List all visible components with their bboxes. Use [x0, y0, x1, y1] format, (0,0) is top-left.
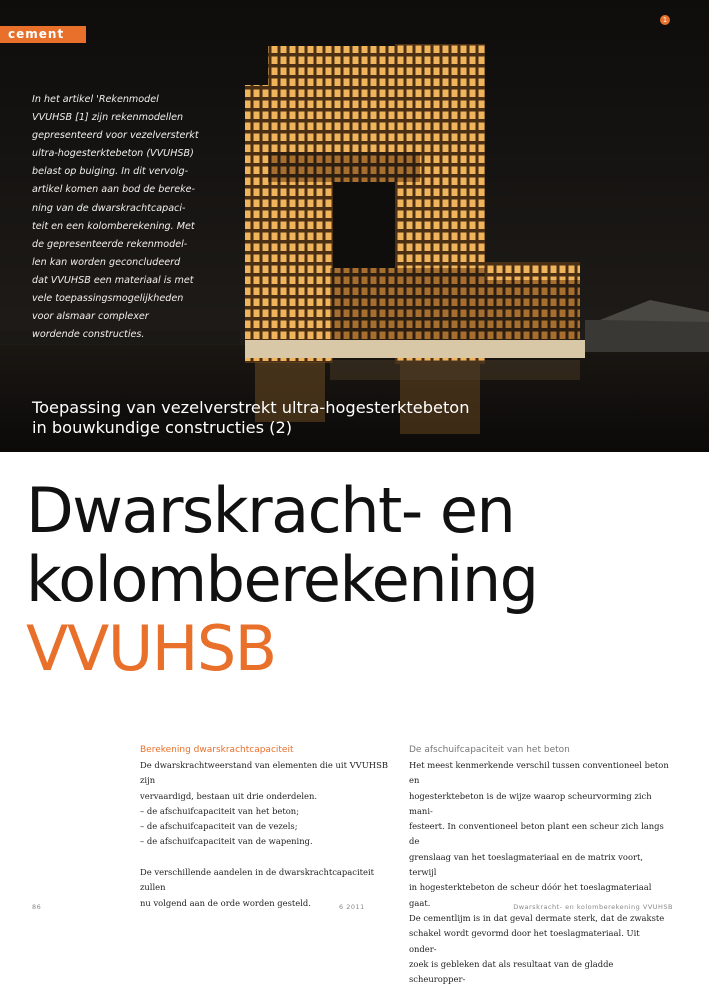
- title-accent-line: VVUHSB: [26, 612, 276, 685]
- page-number: 86: [32, 903, 42, 911]
- intro-line: In het artikel 'Rekenmodel: [32, 94, 159, 105]
- text-line: grenslaag van het toeslagmateriaal en de matrix voort, terwijl: [409, 851, 644, 878]
- intro-line: ultra-hogesterktebeton (VVUHSB): [32, 148, 194, 160]
- text-line: festeert. In conventioneel beton plant een scheur zich langs de: [409, 821, 664, 847]
- paragraph-gap: [140, 850, 400, 865]
- text-line: – de afschuifcapaciteit van de vezels;: [140, 821, 298, 832]
- issue-number: 6 2011: [339, 903, 365, 911]
- intro-line: VVUHSB [1] zijn rekenmodellen: [32, 112, 184, 124]
- text-line: De cementlijm is in dat geval dermate sterk, dat de zwakste: [409, 912, 665, 923]
- subtitle-line: Toepassing van vezelverstrekt ultra-hogesterktebeton: [32, 398, 470, 417]
- intro-line: len kan worden geconcludeerd: [32, 256, 181, 268]
- article-subtitle: [32, 398, 552, 438]
- text-line: zoek is gebleken dat als resultaat van de gladde scheuropper-: [409, 958, 614, 985]
- section-heading: Berekening dwarskrachtcapaciteit: [140, 745, 294, 755]
- text-line: hogesterktebeton is de wijze waarop scheurvorming zich mani-: [409, 790, 652, 816]
- intro-text: [32, 91, 212, 344]
- intro-line: wordende constructies.: [32, 329, 145, 341]
- article-title: [26, 476, 537, 683]
- text-line: Het meest kenmerkende verschil tussen conventioneel beton en: [409, 760, 669, 786]
- running-title: Dwarskracht- en kolomberekening VVUHSB: [513, 903, 673, 911]
- intro-line: teit en een kolomberekening. Met: [32, 220, 195, 232]
- right-column: [409, 743, 669, 987]
- intro-line: artikel komen aan bod de bereke-: [32, 184, 196, 196]
- text-line: vervaardigd, bestaan uit drie onderdelen.: [140, 790, 318, 801]
- text-line: nu volgend aan de orde worden gesteld.: [140, 897, 311, 908]
- intro-line: voor alsmaar complexer: [32, 311, 149, 323]
- intro-line: gepresenteerd voor vezelversterkt: [32, 130, 199, 142]
- text-line: schakel wordt gevormd door het toeslagmateriaal. Uit onder-: [409, 928, 640, 954]
- text-line: in hogesterktebeton de scheur dóór het toeslagmateriaal gaat.: [409, 882, 652, 908]
- hero-image: [0, 0, 709, 452]
- intro-line: de gepresenteerde rekenmodel-: [32, 238, 188, 250]
- section-heading: De afschuifcapaciteit van het beton: [409, 745, 570, 755]
- text-line: De dwarskrachtweerstand van elementen die uit VVUHSB zijn: [140, 760, 388, 786]
- intro-line: belast op buiging. In dit vervolg-: [32, 166, 189, 178]
- body-paragraph: [409, 758, 669, 987]
- text-line: – de afschuifcapaciteit van de wapening.: [140, 836, 313, 847]
- logo-text: cement: [8, 27, 65, 41]
- left-column: [140, 743, 400, 911]
- body-paragraph: [140, 758, 400, 850]
- page-marker-badge: 1: [660, 15, 670, 25]
- subtitle-line: in bouwkundige constructies (2): [32, 418, 293, 437]
- text-line: – de afschuifcapaciteit van het beton;: [140, 805, 300, 816]
- magazine-logo: [0, 26, 86, 43]
- title-line: Dwarskracht- en: [26, 474, 515, 547]
- text-line: De verschillende aandelen in de dwarskrachtcapaciteit zullen: [140, 867, 374, 893]
- intro-line: ning van de dwarskrachtcapaci-: [32, 202, 186, 214]
- intro-line: vele toepassingsmogelijkheden: [32, 293, 184, 305]
- intro-line: dat VVUHSB een materiaal is met: [32, 274, 194, 286]
- title-line: kolomberekening: [26, 543, 538, 616]
